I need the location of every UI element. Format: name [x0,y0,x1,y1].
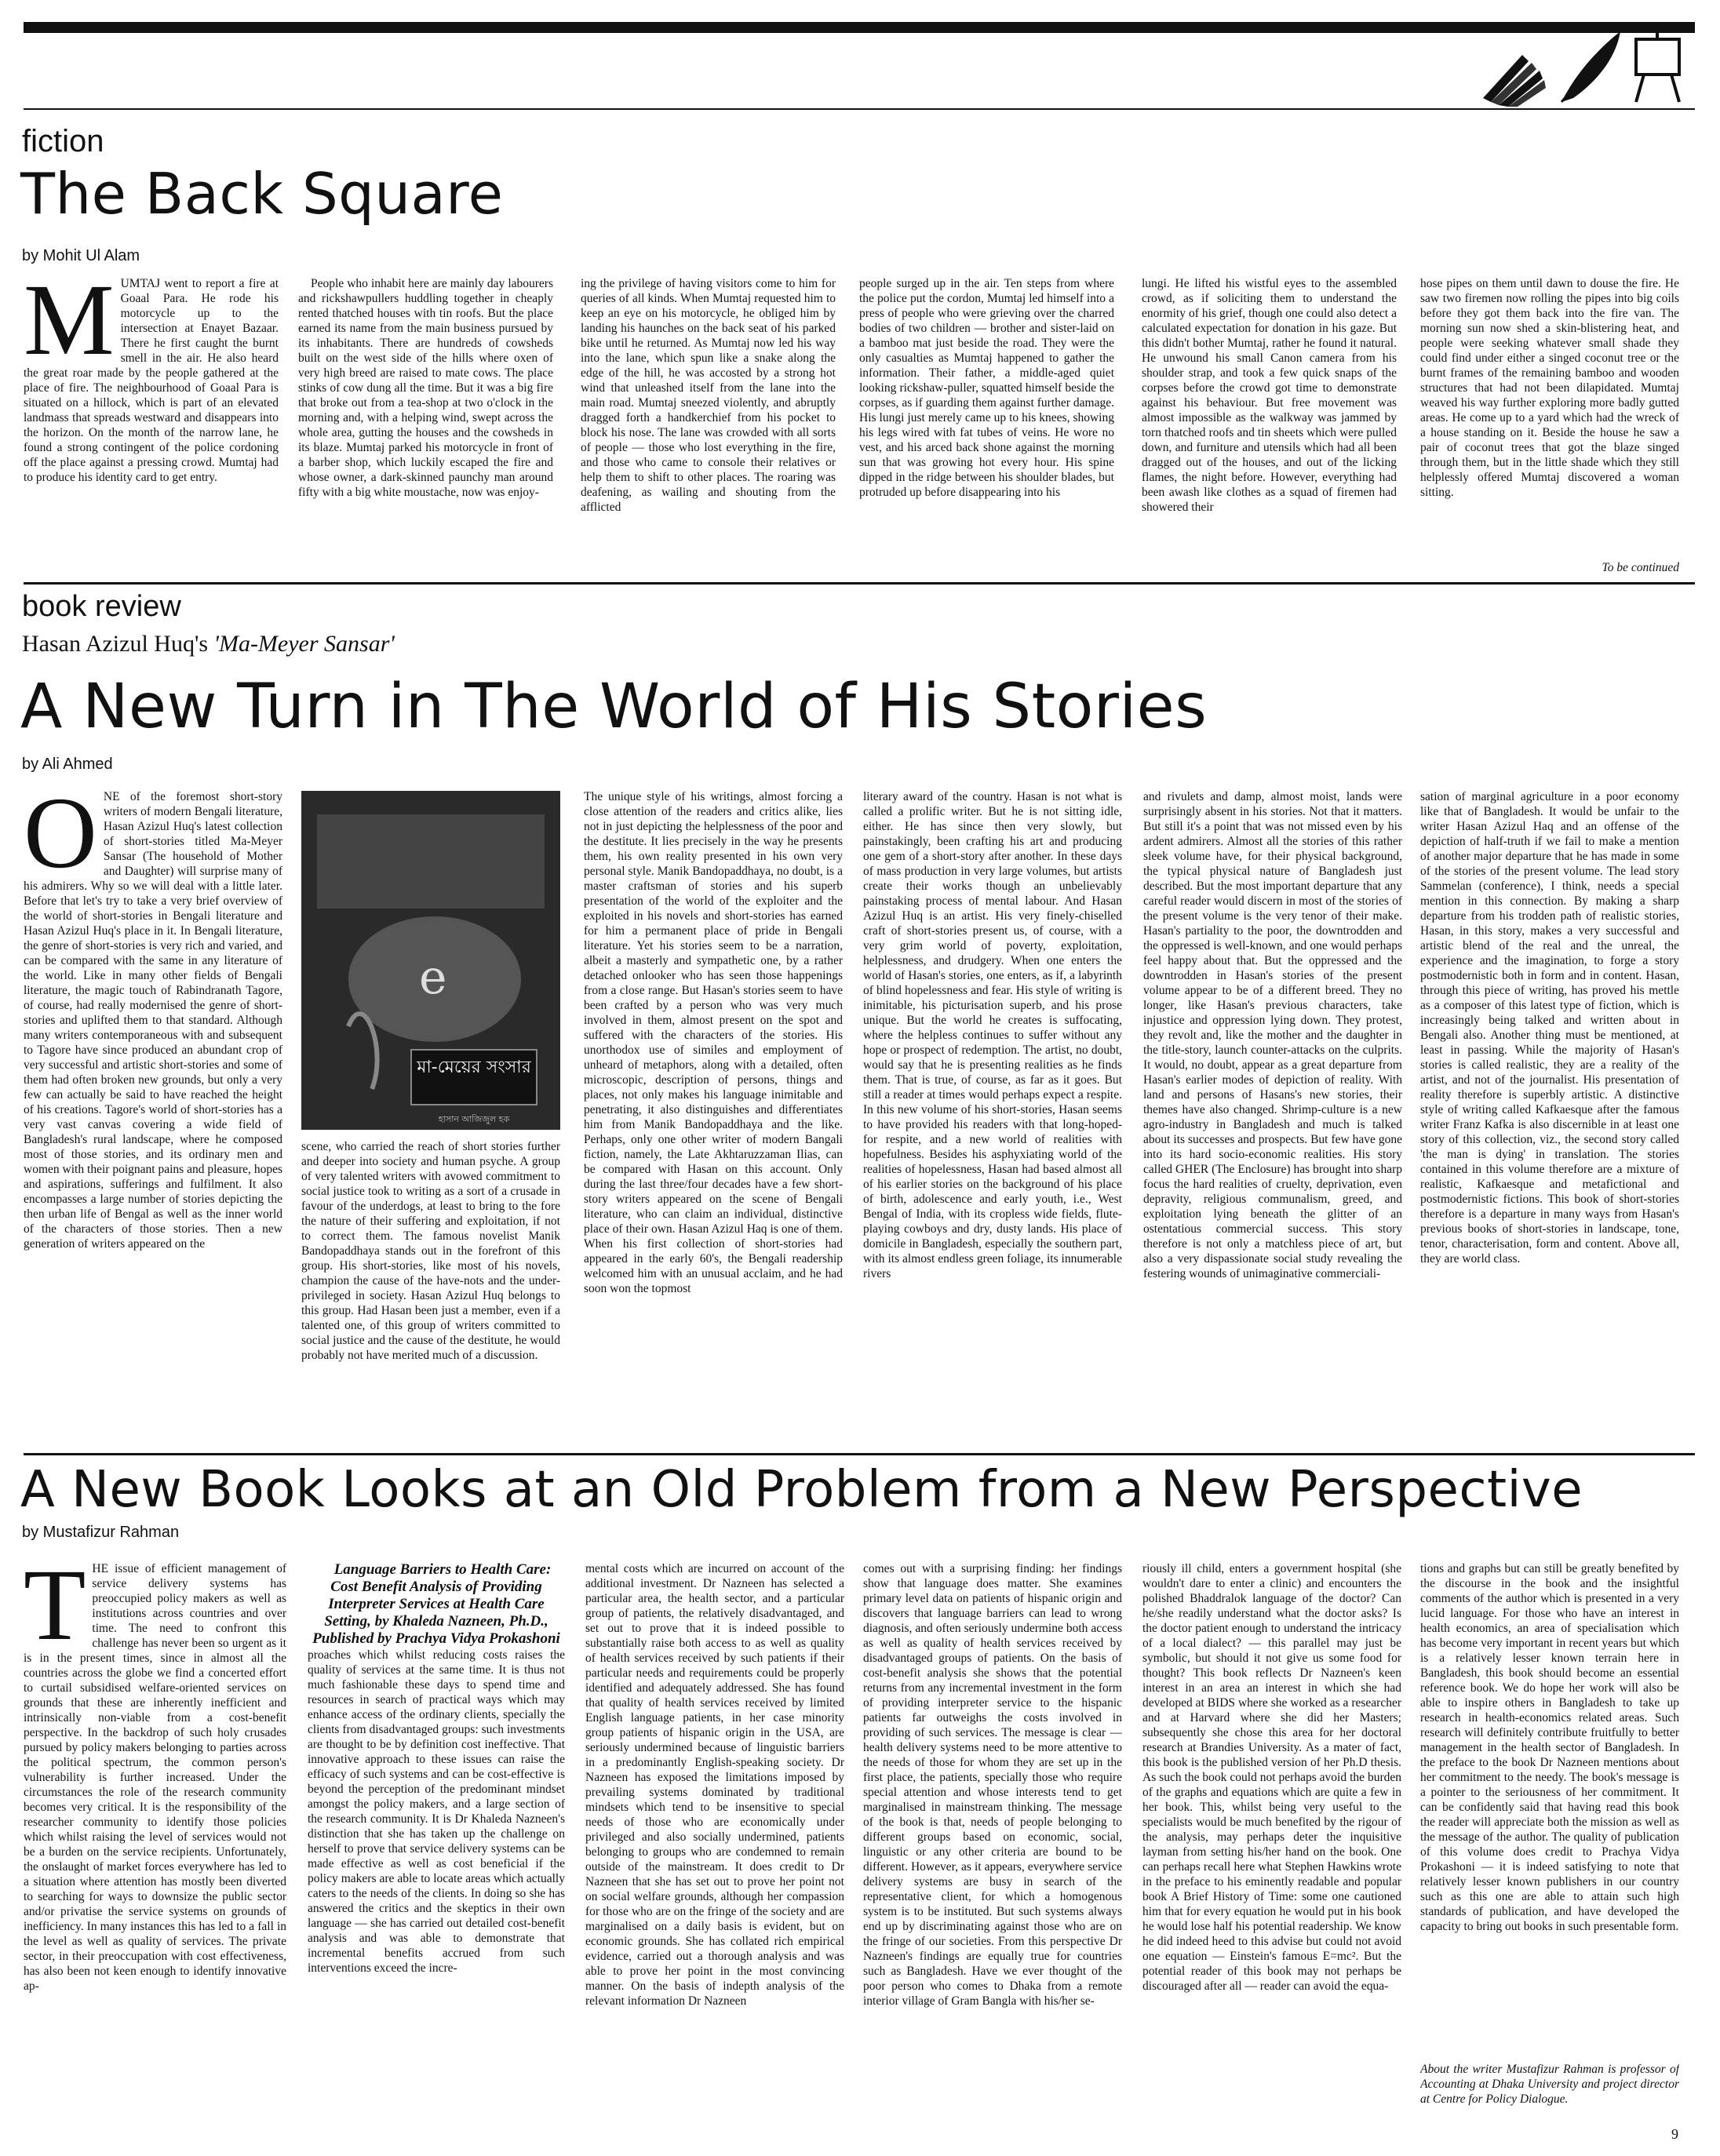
review-column-1 [24,789,282,1447]
section-divider [24,1453,1695,1455]
review-subtitle-book: 'Ma-Meyer Sansar' [213,631,395,657]
top-rule [24,22,1695,33]
newbook-column-4 [863,1561,1122,2123]
article-text: ing the privilege of having visitors come to him for queries of all kinds. When Mumtaj requested him to keep an eye on his motorcycle, he obliged him by landing his haunches on the back seat of his parked bike until he returned. As Mumtaj now led his way into the lane, which spun like a snake along the edge of the hill, he was accosted by a strong hot wind that unleashed itself from the lane into the main road. Mumtaj sneezed violently, and abruptly dragged forth a handkerchief from his pocket to block his nose. The lane was crowded with all sorts of people — those who lost everything in the fire, and those who came to console their relatives or help them to shift to other places. The roaring was deafening, as wailing and shouting from the afflicted [581,277,836,514]
book-icon [1483,55,1546,107]
article-text: People who inhabit here are mainly day labourers and rickshawpullers huddling together in cheaply rented thatched houses with tin roofs. But the place earned its name from the main business pursued by its inhabitants. There are hundreds of cowsheds built on the west side of the hills where oxen of very high breed are raised to mate cows. The place stinks of cow dung all the time. But it was a big fire that broke out from a tea-shop at two o'clock in the morning and, with a helping wind, swept across the whole area, gutting the houses and the cowsheds in its blaze. Mumtaj parked his motorcycle in front of a barber shop, which luckily escaped the fire and whose owner, a dark-skinned paunchy man around fifty with a big white moustache, now was enjoy- [298,277,553,499]
article-text: and rivulets and damp, almost moist, lands were surprisingly absent in his stories. Not that it matters. But still it's a point that was not missed even by his ardent admirers. Almost all the stories of this rather sleek volume have, for their physical background, the typical physical nature of Bangladesh just described. But the most important departure that any careful reader would discern in most of the stories of the present volume is the very tenor of their make. Hasan's partiality to the poor, the downtrodden and the oppressed is well-known, and one would perhaps feel happy about that. But the oppressed and the downtrodden in Hasan's stories of the present volume appear to be of a different breed. They no longer, like Hasan's previous characters, take injustice and oppression lying down. They protest, they revolt and, like the mother and the daughter in the title-story, launch counter-attacks on the culprits. It would, no doubt, appear as a great departure from Hasan's earlier modes of depiction of reality. With land and persons of Hasans's new stories, their themes have also changed. Shrimp-culture is a new agro-industry in Bangladesh and much is talked about its successes and prospects. But few have gone into its hard socio-economic realities. His story called GHER (The Enclosure) has brought into sharp focus the hard realities of cruelty, deprivation, even depravity, religious communalism, greed, and exploitation lying beneath the glitter of an ostentatious commercial success. This story therefore is not only a matchless piece of art, but also a very dispassionate social study revealing the festering wounds of unimaginative commerciali- [1143,790,1402,1280]
newbook-byline: by Mustafizur Rahman [22,1524,180,1541]
section-label-fiction: fiction [22,124,104,158]
dropcap: T [24,1561,86,1662]
article-text: people surged up in the air. Ten steps from where the police put the cordon, Mumtaj led himself into a press of people who were grieving over the charred bodies of two children — brother and sister-laid on a bamboo mat just beside the road. They were the only casualties as Mumtaj happened to gather the information. Their father, a middle-aged quiet looking rickshaw-puller, squatted himself beside the corpses, as if guarding them against further damage. His lungi just merely came up to his knees, showing his legs wired with fat tubes of veins. He wore no vest, and his arced back shone against the morning sun that was growing hot every hour. His spine dipped in the ridge between his shoulder blades, but protruded up before disappearing into his [859,277,1114,499]
header-divider [24,108,1695,110]
newbook-column-3 [585,1561,844,2123]
fiction-column-5 [1142,276,1397,576]
review-column-3 [584,789,843,1447]
fiction-column-3 [581,276,836,576]
review-subtitle [22,631,395,657]
article-text: mental costs which are incurred on account of the additional investment. Dr Nazneen has selected a particular area, the health sector, and a particular group of patients, the relatively disadvantaged, and set out to prove that it is indeed possible to substantially raise both access to as well as quality of health services received by such patients if their particular needs and requirements could be properly identified and adequately addressed. She has found that quality of health services received by limited English language patients, in her case minority group patients of hispanic origin in the USA, are seriously undermined because of linguistic barriers in a predominantly English-speaking society. Dr Nazneen has exposed the limitations imposed by prevailing systems dominated by traditional mindsets which tend to be insensitive to special needs of those who are economically under privileged and also socially undermined, patients belonging to groups who are condemned to remain outside of the mainstream. It does credit to Dr Nazneen that she has set out to prove her point not on social welfare grounds, although her compassion for those who are on the fringe of the society and are marginalised on a daily basis is evident, but on economic grounds. She has collated rich empirical evidence, carried out a thorough analysis and was able to prove her point in the most convincing manner. On the basis of indepth analysis of the relevant information Dr Nazneen [585,1562,844,2008]
article-text: The unique style of his writings, almost forcing a close attention of the readers and critics alike, lies not in just depicting the helplessness of the poor and the destitute. It lies precisely in the way he presents them, his own reality presented in his own very personal style. Manik Bandopaddhaya, no doubt, is a master craftsman of stories and his superb presentation of the world of the exploiter and the exploited in his novels and short-stories has earned for him a permanent place of pride in Bengali literature. Yet his stories seem to be a narration, albeit a masterly and sympathetic one, by a rather detached onlooker who has seen those happenings from a close range. But Hasan's stories seem to have been crafted by a person who was very much involved in them, almost present on the spot and suffered with the characters of the stories. His unorthodox use of similes and employment of unheard of metaphors, along with a detailed, often microscopic, description of persons, things and places, not only makes his language inimitable and penetrating, it also distinguishes and differentiates him from Manik Bandopaddhaya and the like. Perhaps, only one other writer of modern Bangali fiction, namely, the Late Akhtaruzzaman Ilias, can be compared with Hasan on this account. Only during the last three/four decades have a few short-story writers appeared on the scene of Bengali literature, who can claim an individual, distinctive place of their own. Hasan Azizul Haq is one of them. When his first collection of short-stories had appeared in the early 60's, the Bengali readership welcomed him with an unusual acclaim, and he had soon won the topmost [584,790,843,1295]
book-cover-title: মা-মেয়ের সংসার [417,1058,531,1077]
newbook-column-2 [308,1561,565,2123]
to-be-continued: To be continued [1602,561,1679,574]
svg-text:e: e [419,950,447,1005]
article-text: scene, who carried the reach of short stories further and deeper into society and human psyche. A group of very talented writers with avowed commitment to social justice took to writing as a sort of a crusade in favour of the underdogs, at least to bring to the fore the nature of their suffering and exploitation, if not to correct them. The famous novelist Manik Bandopaddhaya stands out in the forefront of this group. His short-stories, like most of his novels, champion the cause of the have-nots and the under-privileged in society. Hasan Azizul Huq belongs to this group. Had Hasan been just a member, even if a talented one, of this group of writers committed to social justice and the cause of the destitute, he would probably not have merited much of a discussion. [301,1140,560,1362]
section-icons [1467,24,1695,110]
article-text: comes out with a surprising finding: her findings show that language does matter. She examines primary level data on patients of hispanic origin and discovers that language barriers can lead to wrong diagnosis, and often seriously undermine both access as well as quality of health services received by disadvantaged groups of patients. On the basis of cost-benefit analysis she shows that the potential returns from any incremental investment in the form of providing interpreter service to the hispanic patients far outweighs the costs involved in providing of such services. The message is clear — health delivery systems need to be more attentive to the needs of those for whom they are set up in the first place, the patients, specially those who require special attention and whose interests tend to get marginalised in mainstream thinking. The message of the book is that, needs of people belonging to different groups based on economic, social, linguistic or any other criteria are bound to be different. However, as it appears, everywhere service delivery systems are busy in search of the representative client, for which a homogenous system is to be instituted. But such systems always end up by discriminating against those who are on the fringe of our societies. From this perspective Dr Nazneen's findings are equally true for countries such as Bangladesh. Have we ever thought of the poor person who comes to Dhaka from a remote interior village of Gram Bangla with his/her se- [863,1562,1122,2008]
article-text: lungi. He lifted his wistful eyes to the assembled crowd, as if soliciting them to understand the enormity of his grief, though one could also detect a calculated expectation for donation in his gaze. But this didn't bother Mumtaj, rather he found it natural. He unwound his small Canon camera from his shoulder strap, and took a few quick snaps of the corpses before the crowd got time to demonstrate against his behaviour. But free movement was almost impossible as the walkway was jammed by torn thatched roofs and tin sheets which were pulled down, and furniture and utensils which had all been dragged out of the houses, and out of the licking flames, the night before. However, everything had been awash like clothes as a squad of firemen had showered their [1142,277,1397,514]
quill-pen-icon [1561,31,1620,102]
book-details: Language Barriers to Health Care: Cost Benefit Analysis of Providing Interpreter Services at Health Care Setting, by Khaleda Nazneen, Ph.D., Published by Prachya Vidya Prokashoni [312,1561,560,1647]
fiction-column-2 [298,276,553,576]
section-label-book-review: book review [22,590,181,623]
fiction-column-4 [859,276,1114,576]
book-cover-art [301,791,560,1130]
easel-icon [1636,33,1679,102]
review-column-6 [1420,789,1679,1447]
article-text: hose pipes on them until dawn to douse the fire. He saw two firemen now rolling the pipes into big coils before they got them back into the fire van. The morning sun now shed a skin-blistering heat, and people were seeking whatever small shade they could find under either a singed coconut tree or the burnt frames of the remaining bamboo and wooden structures that had not been dilapidated. Mumtaj weaved his way further exploring more badly gutted areas. He come up to a yard which had the wreck of a house standing on it. Beside the house he saw a pair of coconut trees that got the blaze singed through them, but in the little shade which they still helplessly offered Mumtaj discovered a woman sitting. [1420,277,1679,499]
book-cover-image [301,791,560,1130]
fiction-column-1 [24,276,279,576]
dropcap: O [24,789,97,890]
page-number: 9 [1671,2126,1678,2142]
review-column-5 [1143,789,1402,1447]
newbook-column-6 [1420,1561,1679,2056]
fiction-title: The Back Square [20,161,504,227]
fiction-byline: by Mohit Ul Alam [22,247,140,264]
review-column-2 [301,1139,560,1447]
newbook-title: A New Book Looks at an Old Problem from a New Perspective [20,1461,1583,1519]
book-cover-author: হাসান আজিজুল হক [438,1114,510,1124]
newbook-column-1 [24,1561,286,2123]
article-text: literary award of the country. Hasan is not what is called a prolific writer. But he is not sitting idle, either. He has since then very slowly, but painstakingly, been crafting his art and producing one gem of a short-story after another. In these days of mass production in very large volumes, but artists create their works though an unbelievably painstaking process of mental labour. And Hasan Azizul Huq is an artist. His very finely-chiselled craft of short-stories present us, of course, with a very grim world of poverty, exploitation, helplessness, and drudgery. When one enters the world of Hasan's stories, one enters, as if, a labyrinth of blind hopelessness and fear. His style of writing is inimitable, his picturisation superb, and his prose unique. But the world he creates is suffocating, where the helpless continues to suffer without any hope or prospect of redemption. The artist, no doubt, would say that he is presenting realities as he finds them. That is true, of course, as far as it goes. But still a reader at times would perhaps expect a respite. In this new volume of his short-stories, Hasan seems to have provided his readers with that long-hoped-for respite, and a new world of realities with hopefulness. Besides his asphyxiating world of the realities of hopelessness, Hasan had based almost all of his earlier stories on the background of his place of birth, adolescence and early youth, i.e., West Bengal of India, with its cropless wide fields, flute-playing cowboys and dry, dusty lands. His place of domicile in Bangladesh, especially the southern part, with its almost endless green foliage, its innumerable rivers [863,790,1122,1280]
article-text: sation of marginal agriculture in a poor economy like that of Bangladesh. It would be unfair to the writer Hasan Azizul Haq and an offense of the depiction of half-truth if we fail to make a mention of another major departure that he has made in some of the stories of the present volume. The lead story Sammelan (conference), I think, needs a special mention in this connection. By making a sharp departure from his trodden path of realistic stories, Hasan, in this story, makes a very successful and artistic blend of the real and the unreal, the experience and the imagination, to forge a story postmodernistic both in form and in content. Hasan, through this piece of writing, has proved his mettle as a composer of this latest type of fiction, which is increasingly being talked and written about in Bengali also. Another thing must be mentioned, at least in passing. While the majority of Hasan's stories is called realistic, they are a reality of the artist, and not of the journalist. His presentation of reality therefore is superbly artistic. A distinctive style of writing called Kafkaesque after the famous writer Franz Kafka is also discernible in at least one story of this collection, viz., the second story called 'the man is dying' in translation. The stories contained in this volume therefore are a mixture of realistic, Kafkaesque and metafictional and postmodernistic fictions. This book of short-stories therefore is a departure in many ways from Hasan's previous books of short-stories in landscape, tone, tenor, characterisation, form and content. Above all, they are world class. [1420,790,1679,1266]
newbook-column-5 [1142,1561,1401,2123]
about-the-writer: About the writer Mustafizur Rahman is professor of Accounting at Dhaka University and project director at Centre for Policy Dialogue. [1420,2063,1679,2106]
review-subtitle-author: Hasan Azizul Huq's [22,631,209,657]
section-divider [24,582,1695,585]
article-text: NE of the foremost short-story writers of modern Bengali literature, Hasan Azizul Huq's latest collection of short-stories titled Ma-Meyer Sansar (The household of Mother and Daughter) will surprise many of his admirers. Why so we will deal with a little later. Before that let's try to take a very brief overview of the world of short-stories in Bengali literature and Hasan Azizul Huq's place in it. In Bengali literature, the genre of short-stories is very rich and varied, and can be compared with the same in any literature of the world. Like in many other fields of Bengali literature, the magic touch of Rabindranath Tagore, of course, had really modernised the genre of short-stories and uplifted them to that standard. Although many writers contemporaneous with and subsequent to Tagore have since produced an abundant crop of very successful and artistic short-stories and some of them had often broken new grounds, but only a very few can actually be said to have reached the height of his creations. Tagore's world of short-stories has a very vast canvas covering a wide field of Bangladesh's rural landscape, where he composed most of those stories, and its ordinary men and women with their poignant pains and pleasure, hopes and aspirations, sufferings and fulfilment. It also encompasses a large number of stories depicting the then urban life of Bengal as well as the inner world of the characters of those stories. Then a new generation of writers appeared on the [24,790,282,1251]
dropcap: M [24,276,115,377]
review-byline: by Ali Ahmed [22,756,113,773]
article-text: riously ill child, enters a government hospital (she wouldn't dare to enter a clinic) and encounters the polished Bhaddralok language of the doctor? Can he/she readily understand what the doctor asks? Is the doctor patient enough to understand the intricacy of a local dialect? — this parallel may just be symbolic, but should it not give us some food for thought? This book reflects Dr Nazneen's keen interest in an area an interest in which she had developed at BIDS where she worked as a researcher and at Harvard where she did her Masters; subsequently she chose this area for her doctoral research at Brandies University. As a mater of fact, this book is the published version of her Ph.D thesis. As such the book could not perhaps avoid the burden of the graphs and equations which are quite a few in her book. This, whilst being very useful to the specialists would be much benefited by the rigour of the analysis, may perhaps deter the inquisitive layman from setting his/her hand on the book. One can perhaps recall here what Stephen Hawkins wrote in the preface to his eminently readable and popular book A Brief History of Time: some one cautioned him that for every equation he would put in his book he would lose half his potential readership. We know he did indeed heed to this advise but could not avoid one equation — Einstein's famous E=mc². But the potential reader of this book may not perhaps be discouraged after all — reader can avoid the equa- [1142,1562,1401,1993]
review-title: A New Turn in The World of His Stories [20,672,1208,742]
article-text: UMTAJ went to report a fire at Goaal Para. He rode his motorcycle up to the intersection at Enayet Bazaar. There he first caught the burnt smell in the air. He also heard the great roar made by the people gathered at the place of fire. The neighbourhood of Goaal Para is situated on a hillock, which is part of an elevated landmass that spreads westward and disappears into the horizon. On the month of the narrow lane, he found a strong contingent of the police cordoning off the place against a pressing crowd. Mumtaj had to produce his identity card to get entry. [24,277,279,484]
article-text: proaches which whilst reducing costs raises the quality of services at the same time. It is thus not much fashionable these days to spend time and resources in search of practical ways which may enhance access of the ordinary clients, specially the clients from disadvantaged groups: such investments are thought to be by definition cost ineffective. That innovative approach to these issues can raise the efficacy of such systems and can be cost-effective is beyond the perception of the predominant mindset amongst the policy makers, and a large section of the research community. It is Dr Khaleda Nazneen's distinction that she has taken up the challenge on herself to prove that service delivery systems can be made effective as well as cost beneficial if the policy makers are able to locate areas which actually caters to the needs of the clients. In doing so she has answered the critics and the skeptics in their own language — she has carried out detailed cost-benefit analysis and was able to demonstrate that incremental benefits accrued from such interventions exceed the incre- [308,1648,565,1975]
fiction-column-6 [1420,276,1679,559]
article-text: HE issue of efficient management of service delivery systems has preoccupied policy makers as well as institutions across countries and over time. The need to confront this challenge has never been so urgent as it is in the present times, since in almost all the countries across the globe we find a concerted effort to curtail subsidised welfare-oriented services on grounds that these are inherently inefficient and intrinsically non-viable from a cost-benefit perspective. In the backdrop of such holy crusades pursued by policy makers belonging to parties across the political spectrum, the common person's vulnerability is further increased. Under the circumstances the role of the research community becomes very critical. It is the responsibility of the researcher community to identify those policies which whilst raising the level of services would not be a burden on the service recipients. Unfortunately, the onslaught of market forces everywhere has led to a situation where attention has mostly been diverted to searching for ways to downsize the public sector and/or privatise the service systems on grounds of inefficiency. In many instances this has led to a fall in the level as well as quality of services. The private sector, in their preoccupation with cost effectiveness, has also been not keen enough to identify innovative ap- [24,1562,286,1993]
review-column-4 [863,789,1122,1447]
article-text: tions and graphs but can still be greatly benefited by the discourse in the book and the insightful comments of the author which is presented in a very lucid language. For those who have an interest in health economics, an area of specialisation which has become very important in recent years but which is a relatively lesser known terrain here in Bangladesh, this book should become an essential reference book. We do hope her work will also be able to inspire others in Bangladesh to take up research in health-economics related areas. Such research will definitely contribute fruitfully to better management in the health sector of Bangladesh. In the preface to the book Dr Nazneen mentions about her commitment to the needy. The book's message is a pointer to the seriousness of her commitment. It can be confidently said that having read this book the reader will appreciate both the mission as well as the message of the author. The quality of publication of this volume does credit to Prachya Vidya Prokashoni — it is indeed satisfying to note that relatively lesser known publishers in our country such as this one are able to attain such high standards of publication, and have developed the capacity to bring out books in such presentable form. [1420,1562,1679,1933]
